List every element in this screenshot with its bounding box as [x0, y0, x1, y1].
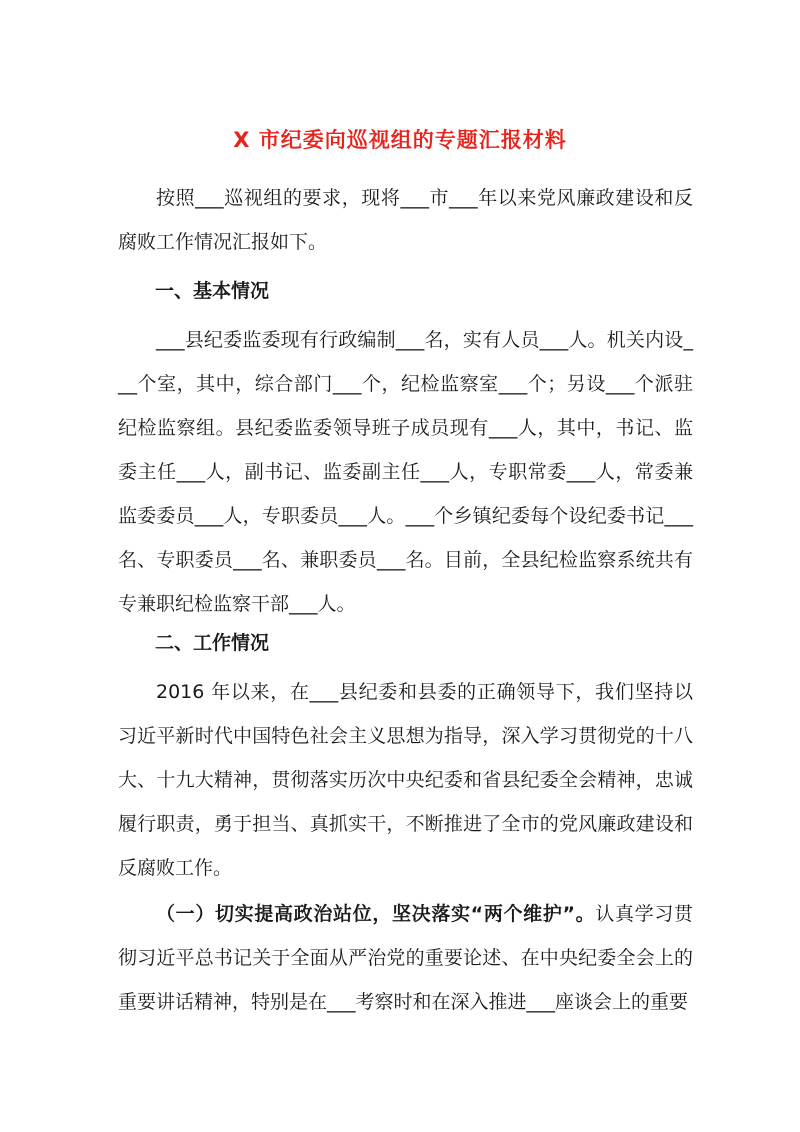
subsection-lead-1: （一）切实提高政治站位，坚决落实“两个维护”。 [156, 903, 596, 925]
subsection-body-1: 认真学习贯彻习近平总书记关于全面从严治党的重要论述、在中央纪委全会上的重要讲话精神，特别是在___考察时和在深入推进___座谈会上的重要 [118, 903, 693, 1013]
section-heading-work: 二、工作情况 [155, 632, 270, 654]
work-situation-paragraph: 2016 年以来，在___县纪委和县委的正确领导下，我们坚持以习近平新时代中国特色社会主义思想为指导，深入学习贯彻党的十八大、十九大精神，贯彻落实历次中央纪委和省县纪委全会精神，忠诚履行职责，勇于担当、真抓实干，不断推进了全市的党风廉政建设和反腐败工作。 [118, 681, 693, 879]
intro-paragraph: 按照___巡视组的要求，现将___市___年以来党风廉政建设和反腐败工作情况汇报如下。 [118, 187, 693, 253]
section-heading-basic: 一、基本情况 [155, 280, 270, 302]
basic-situation-paragraph: ___县纪委监委现有行政编制___名，实有人员___人。机关内设___个室，其中，综合部门___个，纪检监察室___个；另设___个派驻纪检监察组。县纪委监委领导班子成员现有___人，其中，书记、监委主任___人，副书记、监委副主任___人，专职常委___人，常委兼监委委员___人，专职委员___人。___个乡镇纪委每个设纪委书记___名、专职委员___名、兼职委员___名。目前，全县纪检监察系统共有专兼职纪检监察干部___人。 [118, 329, 693, 615]
document-title: X 市纪委向巡视组的专题汇报材料 [233, 128, 567, 152]
subsection-paragraph-1 [118, 892, 693, 1024]
